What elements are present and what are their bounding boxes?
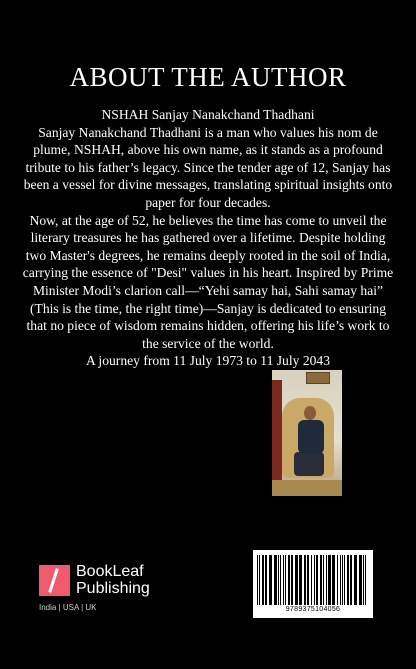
publisher-tagline: India | USA | UK [39, 603, 97, 612]
curtain [272, 380, 282, 496]
page-title: ABOUT THE AUTHOR [69, 62, 347, 92]
bio-paragraph-1: Sanjay Nanakchand Thadhani is a man who values his nom de plume, NSHAH, above his own name, as it stands as a profound tribute to his father’s legacy. Since the tender age of 12, Sanjay has been a vessel for divine messages, translating spiritual insights onto paper for four decades. [23, 124, 393, 210]
author-legs [294, 452, 324, 476]
floor [272, 480, 342, 496]
author-photo [272, 370, 342, 496]
author-figure [298, 420, 324, 454]
wall-frame [306, 372, 330, 384]
isbn-number: 9789375104056 [285, 606, 341, 613]
author-bio [22, 106, 394, 370]
barcode [253, 550, 373, 618]
journey-line: A journey from 11 July 1973 to 11 July 2043 [85, 353, 331, 369]
barcode-bars [257, 555, 369, 605]
author-head [304, 406, 316, 420]
bookleaf-logo-icon [39, 565, 70, 596]
bio-paragraph-2: Now, at the age of 52, he believes the time has come to unveil the literary treasures he has gathered over a lifetime. Despite holding two Master's degrees, he remains deeply rooted in the soil of India, carrying the essence of "Desi" values in his heart. Inspired by Prime Minister Modi’s clarion call—“Yehi samay hai, Sahi samay hai” (This is the time, the right time)—Sanjay is dedicated to ensuring that no piece of wisdom remains hidden, offering his life’s work to the service of the world. [22, 212, 394, 351]
author-name-line: NSHAH Sanjay Nanakchand Thadhani [101, 107, 315, 122]
publisher-name: BookLeaf Publishing [76, 563, 150, 597]
